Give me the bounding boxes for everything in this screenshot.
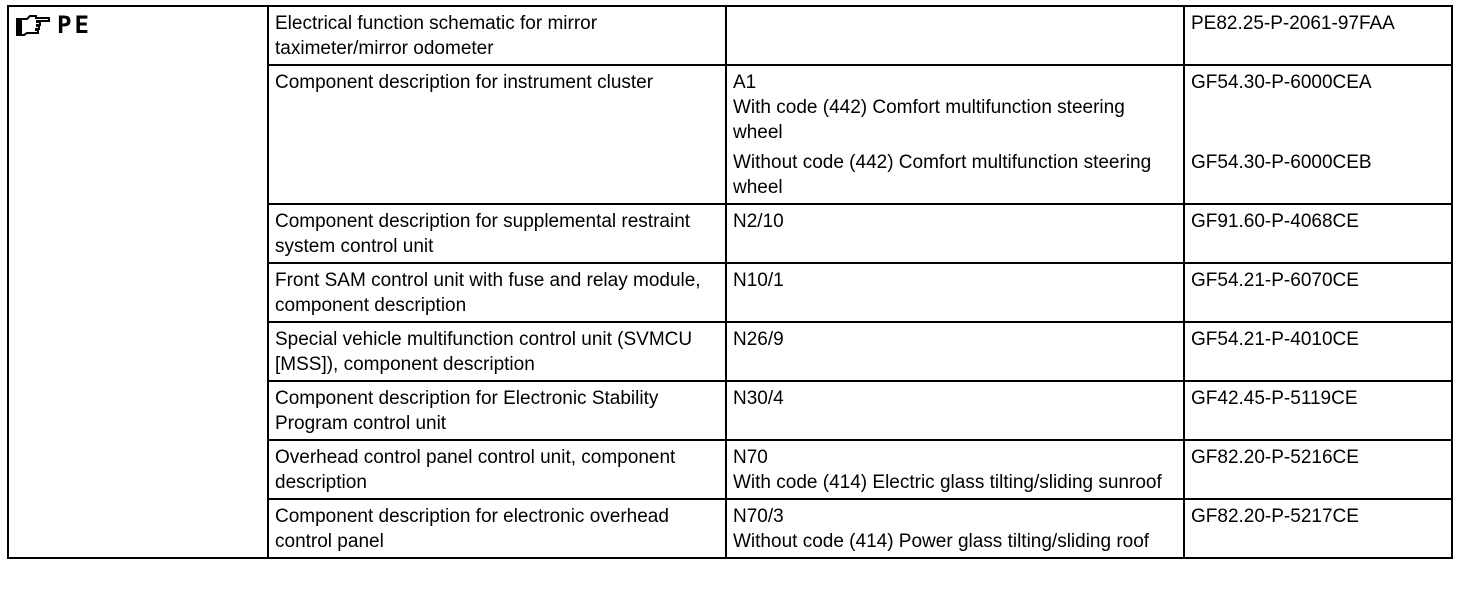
entry-cell: [726, 322, 1184, 381]
table-row: [8, 6, 1452, 65]
entry-cell: [726, 499, 1184, 558]
document-code: GF82.20-P-5216CE: [1191, 447, 1359, 468]
component-code: N70: [733, 447, 768, 468]
reference-table: [7, 5, 1453, 559]
component-code: N2/10: [733, 211, 784, 232]
document-code: PE82.25-P-2061-97FAA: [1191, 13, 1395, 34]
description-cell: Component description for supplemental restraint system control unit: [268, 204, 726, 263]
pointing-hand-icon: [15, 13, 51, 37]
document-code: GF91.60-P-4068CE: [1191, 211, 1359, 232]
description-cell: Front SAM control unit with fuse and relay module, component description: [268, 263, 726, 322]
variant-note: Without code (414) Power glass tilting/sliding roof: [733, 531, 1150, 552]
variant-note: Without code (442) Comfort multifunction steering wheel: [733, 152, 1152, 198]
component-code: N30/4: [733, 388, 784, 409]
pe-label: PE: [57, 10, 92, 39]
document-code: GF54.30-P-6000CEB: [1191, 152, 1372, 173]
document-code-cell: [1184, 204, 1452, 263]
component-code: N10/1: [733, 270, 784, 291]
document-code-cell: [1184, 6, 1452, 65]
entry-cell: [726, 440, 1184, 499]
document-code: GF54.21-P-6070CE: [1191, 270, 1359, 291]
document-code: GF42.45-P-5119CE: [1191, 388, 1358, 409]
entry-cell: [726, 381, 1184, 440]
pe-cell: [8, 6, 268, 558]
description-cell: Component description for instrument cluster: [268, 65, 726, 204]
variant-note: With code (414) Electric glass tilting/sliding sunroof: [733, 472, 1162, 493]
document-code: GF82.20-P-5217CE: [1191, 506, 1359, 527]
description-cell: Component description for Electronic Stability Program control unit: [268, 381, 726, 440]
document-code-cell: [1184, 381, 1452, 440]
document-code: GF54.30-P-6000CEA: [1191, 72, 1372, 93]
component-code: A1: [733, 72, 757, 93]
document-code-cell: [1184, 322, 1452, 381]
entry-cell: [726, 204, 1184, 263]
component-code: N70/3: [733, 506, 784, 527]
document-code-cell: [1184, 440, 1452, 499]
document-code-cell: [1184, 263, 1452, 322]
document-code-cell: [1184, 499, 1452, 558]
variant-note: With code (442) Comfort multifunction steering wheel: [733, 97, 1125, 143]
description-cell: Overhead control panel control unit, component description: [268, 440, 726, 499]
description-cell: Electrical function schematic for mirror taximeter/mirror odometer: [268, 6, 726, 65]
entry-cell: [726, 6, 1184, 65]
entry-cell: [726, 263, 1184, 322]
document-code-cell: [1184, 65, 1452, 204]
description-cell: Component description for electronic overhead control panel: [268, 499, 726, 558]
component-code: N26/9: [733, 329, 784, 350]
document-code: GF54.21-P-4010CE: [1191, 329, 1359, 350]
description-cell: Special vehicle multifunction control unit (SVMCU [MSS]), component description: [268, 322, 726, 381]
entry-cell: [726, 65, 1184, 204]
